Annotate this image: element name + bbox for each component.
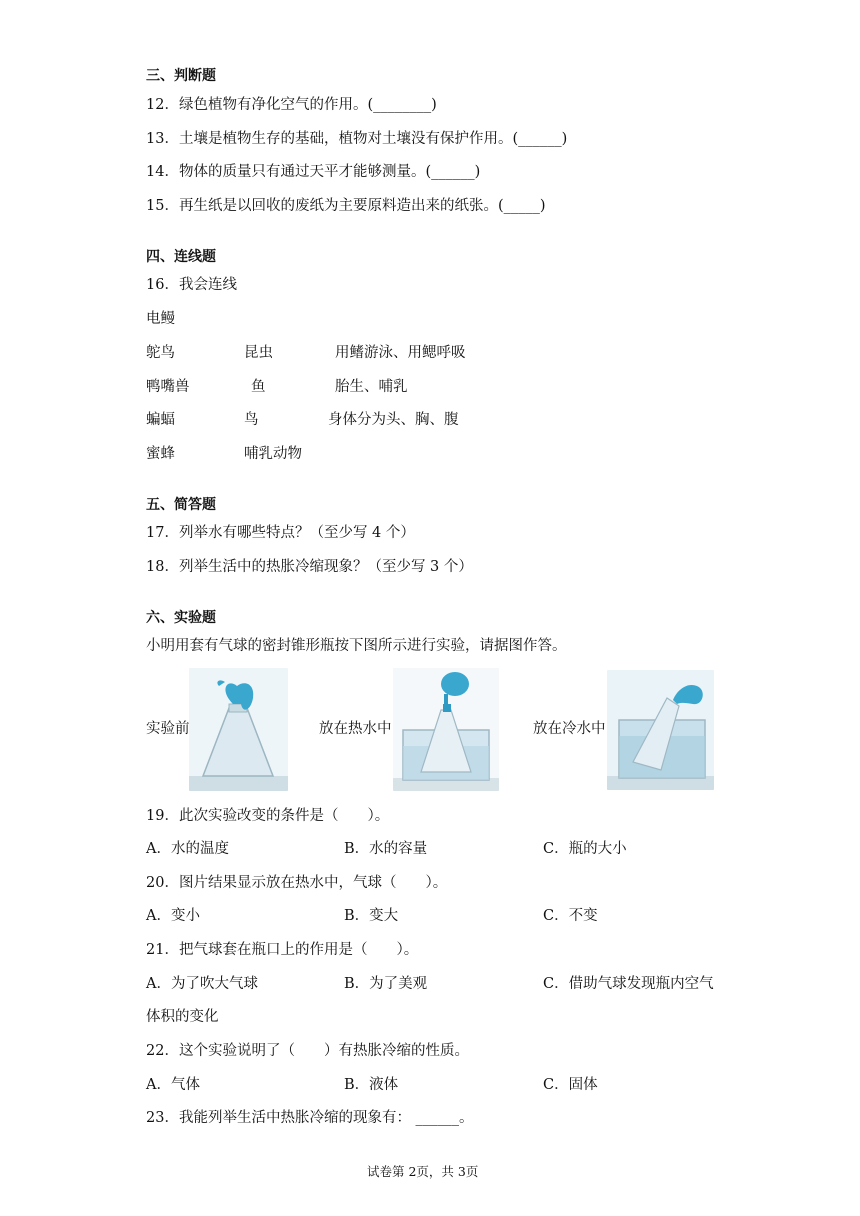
- match-middle-item: 鸟: [244, 412, 259, 428]
- question-23: 23．我能列举生活中热胀冷缩的现象有： ______。: [146, 1110, 474, 1126]
- page-footer: 试卷第 2页，共 3页: [367, 1164, 479, 1179]
- option-21-b: B．为了美观: [344, 976, 428, 992]
- match-right-item: 身体分为头、胸、腹: [328, 412, 459, 428]
- question-20: 20．图片结果显示放在热水中，气球（ ）。: [146, 875, 448, 891]
- flask-before-photo: [189, 668, 288, 791]
- question-14: 14．物体的质量只有通过天平才能够测量。(______): [146, 164, 481, 180]
- option-21-c-continued: 体积的变化: [146, 1009, 219, 1025]
- section-5-title: 五、简答题: [146, 497, 216, 513]
- match-middle-item: 哺乳动物: [244, 446, 302, 462]
- question-17: 17．列举水有哪些特点？（至少写 4 个）: [146, 525, 415, 541]
- match-left-item: 电鳗: [146, 311, 175, 327]
- option-21-c: C．借助气球发现瓶内空气: [543, 976, 714, 992]
- option-22-c: C．固体: [543, 1077, 598, 1093]
- match-middle-item: 鱼: [251, 379, 266, 395]
- match-left-item: 鸭嘴兽: [146, 379, 190, 395]
- option-19-b: B．水的容量: [344, 841, 428, 857]
- question-22: 22．这个实验说明了（ ）有热胀冷缩的性质。: [146, 1043, 469, 1059]
- flask-hot-water-photo: [393, 668, 499, 791]
- question-19: 19．此次实验改变的条件是（ ）。: [146, 808, 390, 824]
- question-16: 16．我会连线: [146, 277, 237, 293]
- question-18: 18．列举生活中的热胀冷缩现象？（至少写 3 个）: [146, 559, 473, 575]
- match-right-item: 胎生、哺乳: [335, 379, 408, 395]
- match-middle-item: 昆虫: [244, 345, 273, 361]
- question-13: 13．土壤是植物生存的基础，植物对土壤没有保护作用。(______): [146, 131, 568, 147]
- match-right-item: 用鳍游泳、用鳃呼吸: [335, 345, 466, 361]
- option-20-b: B．变大: [344, 908, 399, 924]
- question-15: 15．再生纸是以回收的废纸为主要原料造出来的纸张。(_____): [146, 198, 546, 214]
- match-left-item: 蜜蜂: [146, 446, 175, 462]
- label-hot-water: 放在热水中: [319, 721, 392, 737]
- option-19-c: C．瓶的大小: [543, 841, 627, 857]
- option-20-a: A．变小: [146, 908, 200, 924]
- option-20-c: C．不变: [543, 908, 598, 924]
- question-21: 21．把气球套在瓶口上的作用是（ ）。: [146, 942, 419, 958]
- section-6-title: 六、实验题: [146, 610, 216, 626]
- label-before: 实验前: [146, 721, 190, 737]
- label-cold-water: 放在冷水中: [533, 721, 606, 737]
- match-left-item: 蝙蝠: [146, 412, 175, 428]
- option-21-a: A．为了吹大气球: [146, 976, 258, 992]
- flask-cold-water-photo: [607, 670, 714, 790]
- option-22-a: A．气体: [146, 1077, 200, 1093]
- question-12: 12．绿色植物有净化空气的作用。(________): [146, 97, 437, 113]
- section-3-title: 三、判断题: [146, 68, 216, 84]
- section-4-title: 四、连线题: [146, 249, 216, 265]
- experiment-intro: 小明用套有气球的密封锥形瓶按下图所示进行实验，请据图作答。: [146, 638, 567, 654]
- option-22-b: B．液体: [344, 1077, 399, 1093]
- option-19-a: A．水的温度: [146, 841, 229, 857]
- match-left-item: 鸵鸟: [146, 345, 175, 361]
